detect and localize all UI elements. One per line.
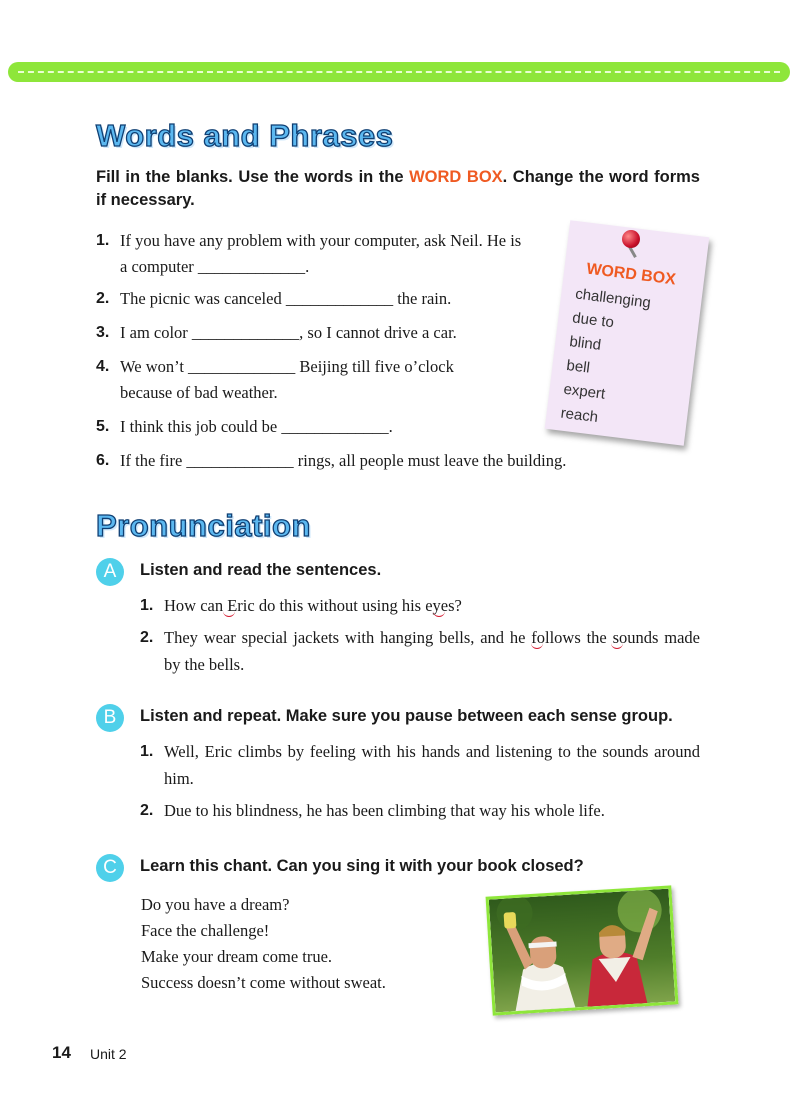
question-text: I think this job could be _____________. bbox=[120, 417, 393, 436]
celebrating-runners-photo bbox=[486, 885, 679, 1015]
section-title-words: Words and Phrases bbox=[96, 118, 394, 153]
question-number: 3. bbox=[96, 324, 110, 341]
question-number: 1. bbox=[96, 232, 110, 249]
question-text: If you have any problem with your computer, ask Neil. He is bbox=[120, 231, 522, 250]
unit-label: Unit 2 bbox=[90, 1046, 127, 1062]
instruction-text-end: . Change the word forms if necessary. bbox=[96, 168, 700, 209]
sentence-text: How can Eric do this without using his eyes? bbox=[164, 596, 462, 615]
word-box-item: blind bbox=[568, 333, 603, 354]
word-box-note bbox=[545, 220, 710, 445]
part-a-sentence-2 bbox=[140, 624, 700, 678]
chant-line-1: Do you have a dream? bbox=[141, 895, 290, 914]
part-c-instruction: Learn this chant. Can you sing it with your book closed? bbox=[140, 857, 584, 875]
sentence-text: They wear special jackets with hanging bells, and he follows the sounds made by the bells. bbox=[164, 628, 700, 674]
question-number: 4. bbox=[96, 358, 110, 375]
pushpin-icon bbox=[622, 230, 640, 248]
part-b-sentence-2 bbox=[140, 797, 700, 824]
question-text-continued: a computer _____________. bbox=[120, 257, 310, 276]
instruction-word-box-highlight: WORD BOX bbox=[409, 168, 503, 186]
chant-line-2: Face the challenge! bbox=[141, 921, 270, 940]
section-title-pronunciation: Pronunciation bbox=[96, 508, 311, 543]
question-text: The picnic was canceled _____________ the rain. bbox=[120, 289, 452, 308]
question-number: 2. bbox=[96, 290, 110, 307]
sentence-number: 1. bbox=[140, 597, 154, 614]
part-c-badge: C bbox=[96, 854, 124, 882]
chant-line-4: Success doesn’t come without sweat. bbox=[141, 973, 386, 992]
page-number: 14 bbox=[52, 1043, 71, 1062]
part-b-instruction: Listen and repeat. Make sure you pause between each sense group. bbox=[140, 707, 673, 725]
part-b-badge: B bbox=[96, 704, 124, 732]
sentence-number: 2. bbox=[140, 802, 154, 819]
word-box-item: challenging bbox=[574, 285, 652, 312]
sentence-text: Due to his blindness, he has been climbing that way his whole life. bbox=[164, 801, 605, 820]
sentence-number: 2. bbox=[140, 629, 154, 646]
word-box-item: bell bbox=[565, 356, 591, 377]
words-instruction bbox=[96, 166, 700, 212]
sentence-text: Well, Eric climbs by feeling with his hands and listening to the sounds around him. bbox=[164, 742, 700, 788]
word-box-item: reach bbox=[559, 404, 600, 427]
question-text: We won’t _____________ Beijing till five o’clock bbox=[120, 357, 454, 376]
question-text: If the fire _____________ rings, all people must leave the building. bbox=[120, 451, 567, 470]
word-box-item: due to bbox=[571, 309, 615, 332]
part-a-badge: A bbox=[96, 558, 124, 586]
part-a-instruction: Listen and read the sentences. bbox=[140, 561, 382, 579]
word-box-title: WORD BOX bbox=[585, 260, 677, 289]
word-box-item: expert bbox=[562, 380, 607, 403]
question-number: 6. bbox=[96, 452, 110, 469]
question-number: 5. bbox=[96, 418, 110, 435]
part-b-sentence-1 bbox=[140, 738, 700, 792]
question-text: I am color _____________, so I cannot drive a car. bbox=[120, 323, 457, 342]
sentence-number: 1. bbox=[140, 743, 154, 760]
band-stitch-line bbox=[18, 71, 780, 73]
question-text-continued: because of bad weather. bbox=[120, 383, 278, 402]
instruction-text-start: Fill in the blanks. Use the words in the bbox=[96, 168, 410, 186]
chant-line-3: Make your dream come true. bbox=[141, 947, 333, 966]
